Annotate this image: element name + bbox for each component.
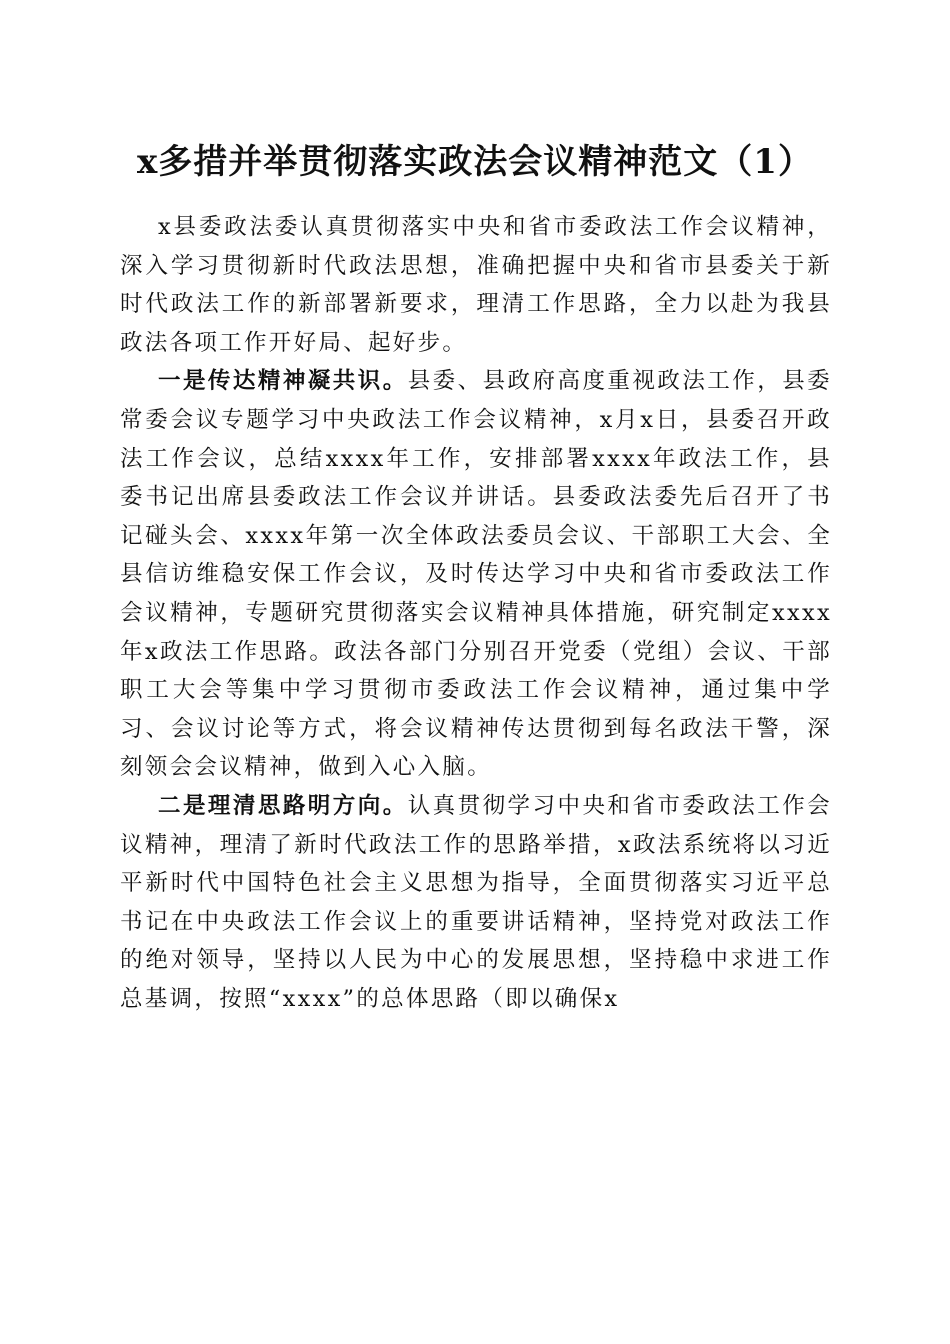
paragraph-intro bbox=[120, 208, 832, 362]
document-body bbox=[120, 208, 832, 1018]
paragraph-lead: 一是传达精神凝共识。 bbox=[158, 368, 408, 395]
paragraph-lead: 二是理清思路明方向。 bbox=[158, 792, 408, 819]
paragraph-text: x县委政法委认真贯彻落实中央和省市委政法工作会议精神，深入学习贯彻新时代政法思想，准确把握中央和省市县委关于新时代政法工作的新部署新要求，理清工作思路，全力以赴为我县政法各项工作开好局、起好步。 bbox=[120, 214, 832, 356]
paragraph-convey-spirit bbox=[120, 362, 832, 787]
paragraph-text: 县委、县政府高度重视政法工作，县委常委会议专题学习中央政法工作会议精神，x月x日，县委召开政法工作会议，总结xxxx年工作，安排部署xxxx年政法工作，县委书记出席县委政法工作会议并讲话。县委政法委先后召开了书记碰头会、xxxx年第一次全体政法委员会议、干部职工大会、全县信访维稳安保工作会议，及时传达学习中央和省市委政法工作会议精神，专题研究贯彻落实会议精神具体措施，研究制定xxxx年x政法工作思路。政法各部门分别召开党委（党组）会议、干部职工大会等集中学习贯彻市委政法工作会议精神，通过集中学习、会议讨论等方式，将会议精神传达贯彻到每名政法干警，深刻领会会议精神，做到入心入脑。 bbox=[120, 368, 832, 781]
document-title: x多措并举贯彻落实政法会议精神范文（1） bbox=[137, 142, 813, 182]
paragraph-text: 认真贯彻学习中央和省市委政法工作会议精神，理清了新时代政法工作的思路举措，x政法系统将以习近平新时代中国特色社会主义思想为指导，全面贯彻落实习近平总书记在中央政法工作会议上的重要讲话精神，坚持党对政法工作的绝对领导，坚持以人民为中心的发展思想，坚持稳中求进工作总基调，按照“xxxx”的总体思路（即以确保x bbox=[120, 792, 832, 1012]
paragraph-clarify-direction bbox=[120, 787, 832, 1019]
